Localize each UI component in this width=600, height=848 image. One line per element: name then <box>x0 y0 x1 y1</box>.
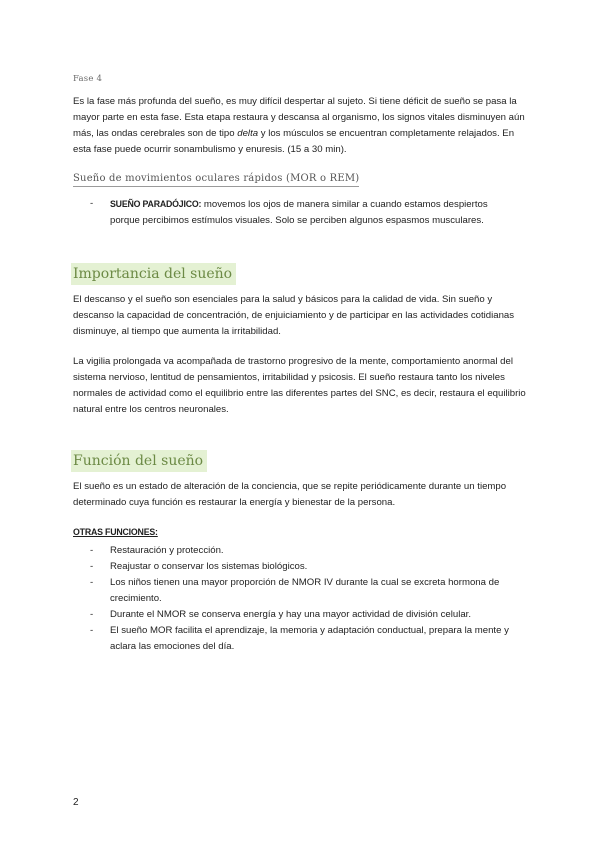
list-item <box>90 575 530 607</box>
dash-bullet: - <box>90 561 94 572</box>
list-item <box>90 543 530 559</box>
sueno-paradojico-text: movemos los ojos de manera similar a cuando estamos despiertos porque percibimos estímulos visuales. Solo se perciben algunos espasmos musculares. <box>110 199 488 226</box>
page-number: 2 <box>73 797 79 808</box>
dash-bullet: - <box>90 609 94 620</box>
list-item <box>90 607 530 623</box>
mor-heading: Sueño de movimientos oculares rápidos (MOR o REM) <box>73 172 359 187</box>
fase-4-text-delta: delta <box>237 128 259 139</box>
fase-4-label: Fase 4 <box>73 74 103 84</box>
list-item-text: Los niños tienen una mayor proporción de NMOR IV durante la cual se excreta hormona de crecimiento. <box>110 577 500 604</box>
list-item <box>90 196 510 229</box>
fase-4-text-2: y los músculos se encuentran completamente relajados. En esta fase puede ocurrir sonambulismo y enuresis. (15 a 30 min). <box>73 128 515 155</box>
dash-bullet: - <box>90 545 94 556</box>
otras-funciones-list <box>90 543 530 655</box>
list-item-text: Durante el NMOR se conserva energía y hay una mayor actividad de división celular. <box>110 609 472 620</box>
fase-4-text-1: Es la fase más profunda del sueño, es muy difícil despertar al sujeto. Si tiene déficit de sueño se pasa la mayor parte en esta fase. Esta etapa restaura y descansa al organismo, los signos vitales disminuyen aún más, las ondas cerebrales son de tipo <box>73 96 525 139</box>
otras-funciones-label: OTRAS FUNCIONES: <box>73 527 158 537</box>
list-item <box>90 559 530 575</box>
funcion-heading: Función del sueño <box>71 450 207 472</box>
importancia-heading: Importancia del sueño <box>71 263 236 285</box>
list-item-text: Restauración y protección. <box>110 545 224 556</box>
dash-bullet: - <box>90 577 94 588</box>
dash-bullet: - <box>90 198 94 209</box>
importancia-paragraph-1: El descanso y el sueño son esenciales para la salud y básicos para la calidad de vida. Sin sueño y descanso la capacidad de concentración, de enjuiciamiento y de participar en las actividades cotidianas disminuye, al tiempo que aumenta la irritabilidad. <box>73 294 515 337</box>
dash-bullet: - <box>90 625 94 636</box>
list-item-text: Reajustar o conservar los sistemas biológicos. <box>110 561 308 572</box>
mor-list <box>90 196 510 229</box>
funcion-paragraph: El sueño es un estado de alteración de la conciencia, que se repite periódicamente durante un tiempo determinado cuya función es restaurar la energía y bienestar de la persona. <box>73 481 507 508</box>
importancia-paragraph-2: La vigilia prolongada va acompañada de trastorno progresivo de la mente, comportamiento anormal del sistema nervioso, lentitud de pensamientos, irritabilidad y psicosis. El sueño restaura tanto los niveles normales de actividad como el equilibrio entre las diferentes partes del SNC, es decir, restaura el equilibrio natural entre los centros neuronales. <box>73 356 526 415</box>
sueno-paradojico-term: SUEÑO PARADÓJICO: <box>110 199 202 209</box>
list-item-text: El sueño MOR facilita el aprendizaje, la memoria y adaptación conductual, prepara la mente y aclara las emociones del día. <box>110 625 509 652</box>
list-item <box>90 623 530 655</box>
fase-4-paragraph <box>73 94 528 158</box>
